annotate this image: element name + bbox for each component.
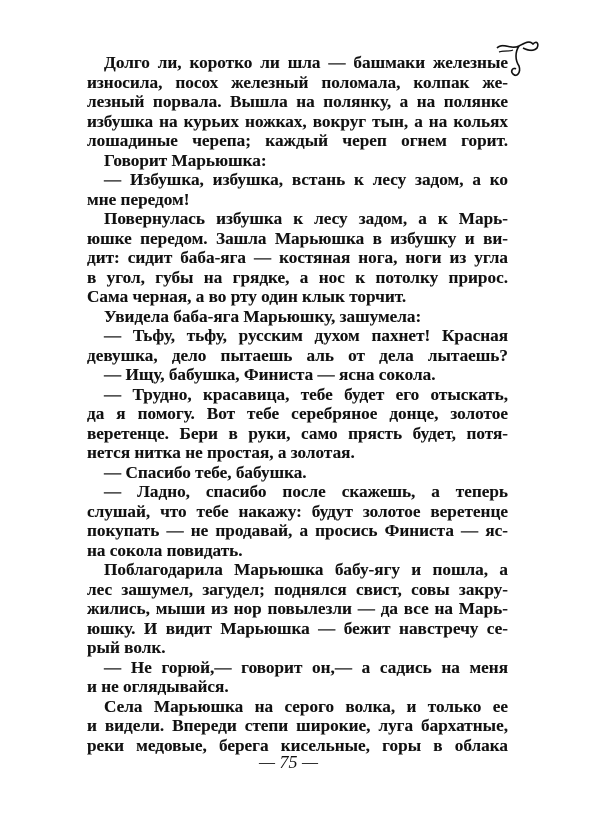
text-line: лес зашумел, загудел; поднялся свист, совы закру- xyxy=(87,579,508,599)
text-line: и не оглядывайся. xyxy=(87,677,229,696)
text-line: — Ладно, спасибо после скажешь, а теперь xyxy=(104,482,508,501)
text-line: — Ищу, бабушка, Финиста — ясна сокола. xyxy=(104,365,436,384)
text-line: Долго ли, коротко ли шла — башмаки железные xyxy=(104,53,508,72)
text-line: Села Марьюшка на серого волка, и только ее xyxy=(104,696,508,716)
text-line: — Спасибо тебе, бабушка. xyxy=(104,462,307,482)
text-line: на сокола повидать. xyxy=(87,540,243,560)
text-line: нется нитка не простая, а золотая. xyxy=(87,443,355,462)
text-line: юшку. И видит Марьюшка — бежит навстречу се- xyxy=(87,618,508,638)
text-line: жились, мыши из нор повылезли — да все на Марь- xyxy=(87,599,508,618)
text-line: слушай, что тебе накажу: будут золотое веретенце xyxy=(87,501,508,521)
text-line: девушка, дело пытаешь аль от дела лытаешь? xyxy=(87,345,508,365)
text-line: Говорит Марьюшка: xyxy=(104,150,267,170)
text-line: — Избушка, избушка, встань к лесу задом, а ко xyxy=(104,170,508,189)
text-line: лезный порвала. Вышла на полянку, а на полянке xyxy=(87,92,508,111)
text-line: Сама черная, а во рту один клык торчит. xyxy=(87,287,407,306)
text-line: дит: сидит баба-яга — костяная нога, ноги из угла xyxy=(87,248,508,267)
text-line: лошадиные черепа; каждый череп огнем горит. xyxy=(87,131,508,150)
text-line: избушка на курьих ножках, вокруг тын, а на кольях xyxy=(87,111,508,131)
text-line: — Не горюй,— говорит он,— а садись на меня xyxy=(104,657,508,677)
text-line: Поблагодарила Марьюшка бабу-ягу и пошла, а xyxy=(104,560,508,579)
text-line: и видели. Впереди степи широкие, луга бархатные, xyxy=(87,716,508,735)
text-line: реки медовые, берега кисельные, горы в облака xyxy=(87,735,508,755)
text-line: юшке передом. Зашла Марьюшка в избушку и ви- xyxy=(87,228,508,248)
text-line: покупать — не продавай, а просись Финиста — яс- xyxy=(87,521,508,540)
text-line: да я помогу. Вот тебе серебряное донце, золотое xyxy=(87,404,508,423)
text-line: в угол, губы на грядке, а нос к потолку прирос. xyxy=(87,267,508,287)
text-line: Увидела баба-яга Марьюшку, зашумела: xyxy=(104,306,422,326)
page-number: — 75 — xyxy=(258,752,318,772)
text-line: веретенце. Бери в руки, само прясть будет, потя- xyxy=(87,423,508,443)
text-line: Повернулась избушка к лесу задом, а к Марь- xyxy=(104,209,508,228)
text-line: износила, посох железный поломала, колпак же- xyxy=(87,72,508,92)
body-text xyxy=(87,53,508,755)
text-line: мне передом! xyxy=(87,189,190,209)
text-line: — Тьфу, тьфу, русским духом пахнет! Красная xyxy=(104,326,508,345)
text-line: рый волк. xyxy=(87,638,166,657)
text-line: — Трудно, красавица, тебе будет его отыскать, xyxy=(104,384,508,404)
